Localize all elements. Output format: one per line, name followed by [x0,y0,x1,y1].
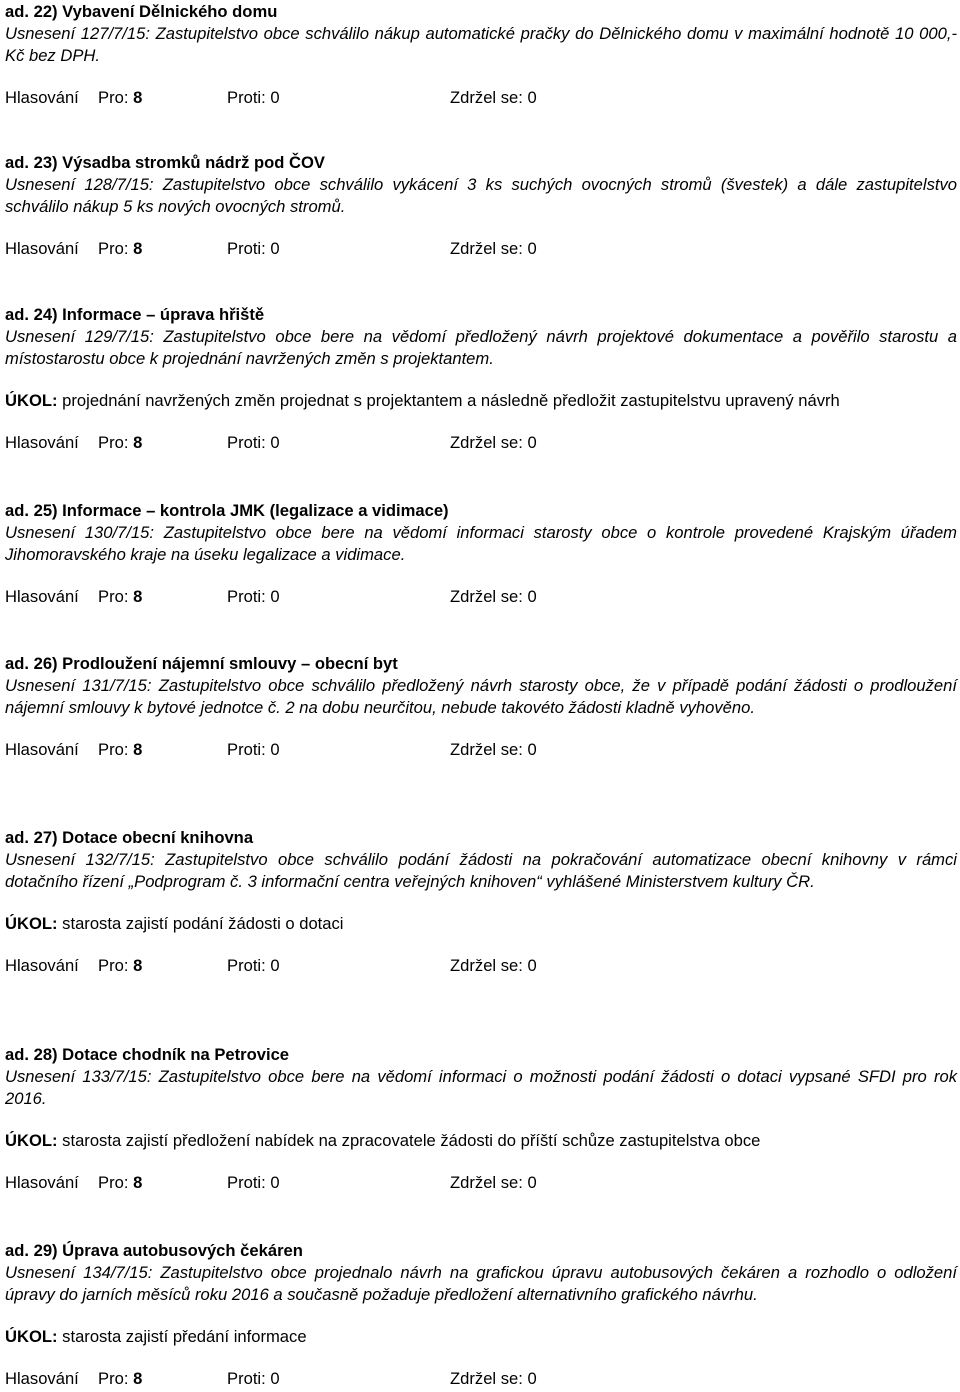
item-heading: ad. 28) Dotace chodník na Petrovice [5,1045,290,1064]
item-heading: ad. 24) Informace – úprava hřiště [5,305,265,324]
vote-label: Hlasování [5,433,79,452]
resolution-text: Usnesení 130/7/15: Zastupitelstvo obce bere na vědomí informaci starosty obce o kontrole provedené Krajským úřadem Jihomoravského kraje na úseku legalizace a vidimace. [5,523,957,564]
vote-label: Hlasování [5,239,79,258]
item-heading: ad. 29) Úprava autobusových čekáren [5,1241,303,1260]
vote-proti: Proti: 0 [227,740,280,759]
vote-pro: Pro: 8 [98,88,143,107]
vote-proti: Proti: 0 [227,1369,280,1388]
vote-label: Hlasování [5,1173,79,1192]
item-heading: ad. 27) Dotace obecní knihovna [5,828,254,847]
vote-zdrzel: Zdržel se: 0 [450,587,537,606]
vote-proti: Proti: 0 [227,1173,280,1192]
resolution-text: Usnesení 132/7/15: Zastupitelstvo obce schválilo podání žádosti na pokračování automatizace obecní knihovny v rámci dotačního řízení „Podprogram č. 3 informační centra veřejných knihoven“ vyhlášené Ministerstvem kultury ČR. [5,850,957,891]
vote-proti: Proti: 0 [227,433,280,452]
agenda-item [5,1240,957,1390]
vote-line [5,1368,957,1390]
vote-pro: Pro: 8 [98,239,143,258]
vote-zdrzel: Zdržel se: 0 [450,88,537,107]
vote-pro: Pro: 8 [98,587,143,606]
agenda-item [5,1,957,109]
task-line [5,913,957,935]
task-line [5,390,957,412]
task-label: ÚKOL: [5,914,58,933]
vote-zdrzel: Zdržel se: 0 [450,433,537,452]
resolution-text: Usnesení 129/7/15: Zastupitelstvo obce bere na vědomí předložený návrh projektové dokumentace a pověřilo starostu a místostarostu obce k projednání navržených změn s projektantem. [5,327,957,368]
vote-pro: Pro: 8 [98,1173,143,1192]
resolution-text: Usnesení 134/7/15: Zastupitelstvo obce projednalo návrh na grafickou úpravu autobusových čekáren a rozhodlo o odložení úpravy do jarních měsíců roku 2016 a současně požaduje předložení alternativního grafického návrhu. [5,1263,957,1304]
vote-label: Hlasování [5,740,79,759]
item-heading: ad. 22) Vybavení Dělnického domu [5,2,278,21]
vote-pro: Pro: 8 [98,956,143,975]
item-heading: ad. 23) Výsadba stromků nádrž pod ČOV [5,153,325,172]
resolution-text: Usnesení 131/7/15: Zastupitelstvo obce schválilo předložený návrh starosty obce, že v případě podání žádosti o prodloužení nájemní smlouvy k bytové jednotce č. 2 na dobu neurčitou, nebude takovéto žádosti kladně vyhověno. [5,676,957,717]
agenda-item [5,304,957,454]
task-label: ÚKOL: [5,1327,58,1346]
vote-zdrzel: Zdržel se: 0 [450,956,537,975]
task-text: projednání navržených změn projednat s projektantem a následně předložit zastupitelstvu upravený návrh [57,391,840,410]
agenda-item [5,152,957,260]
vote-line [5,432,957,454]
vote-line [5,87,957,109]
agenda-item [5,1044,957,1194]
vote-pro: Pro: 8 [98,740,143,759]
vote-line [5,1172,957,1194]
resolution-text: Usnesení 127/7/15: Zastupitelstvo obce schválilo nákup automatické pračky do Dělnického domu v maximální hodnotě 10 000,- Kč bez DPH. [5,24,957,65]
item-heading: ad. 25) Informace – kontrola JMK (legalizace a vidimace) [5,501,449,520]
task-line [5,1326,957,1348]
agenda-item [5,827,957,977]
vote-label: Hlasování [5,1369,79,1388]
vote-label: Hlasování [5,956,79,975]
resolution-text: Usnesení 128/7/15: Zastupitelstvo obce schválilo vykácení 3 ks suchých ovocných stromů (švestek) a dále zastupitelstvo schválilo nákup 5 ks nových ovocných stromů. [5,175,957,216]
vote-label: Hlasování [5,587,79,606]
task-text: starosta zajistí předložení nabídek na zpracovatele žádosti do příští schůze zastupitelstva obce [57,1131,761,1150]
agenda-item [5,500,957,608]
vote-label: Hlasování [5,88,79,107]
vote-line [5,739,957,761]
vote-pro: Pro: 8 [98,433,143,452]
task-text: starosta zajistí podání žádosti o dotaci [57,914,344,933]
resolution-text: Usnesení 133/7/15: Zastupitelstvo obce bere na vědomí informaci o možnosti podání žádosti o dotaci vypsané SFDI pro rok 2016. [5,1067,957,1108]
task-line [5,1130,957,1152]
item-heading: ad. 26) Prodloužení nájemní smlouvy – obecní byt [5,654,398,673]
vote-zdrzel: Zdržel se: 0 [450,1369,537,1388]
vote-line [5,955,957,977]
vote-zdrzel: Zdržel se: 0 [450,740,537,759]
vote-proti: Proti: 0 [227,956,280,975]
vote-proti: Proti: 0 [227,587,280,606]
vote-zdrzel: Zdržel se: 0 [450,1173,537,1192]
vote-line [5,238,957,260]
vote-line [5,586,957,608]
vote-proti: Proti: 0 [227,239,280,258]
vote-proti: Proti: 0 [227,88,280,107]
agenda-item [5,653,957,761]
vote-zdrzel: Zdržel se: 0 [450,239,537,258]
task-label: ÚKOL: [5,391,58,410]
task-label: ÚKOL: [5,1131,58,1150]
task-text: starosta zajistí předání informace [57,1327,307,1346]
vote-pro: Pro: 8 [98,1369,143,1388]
